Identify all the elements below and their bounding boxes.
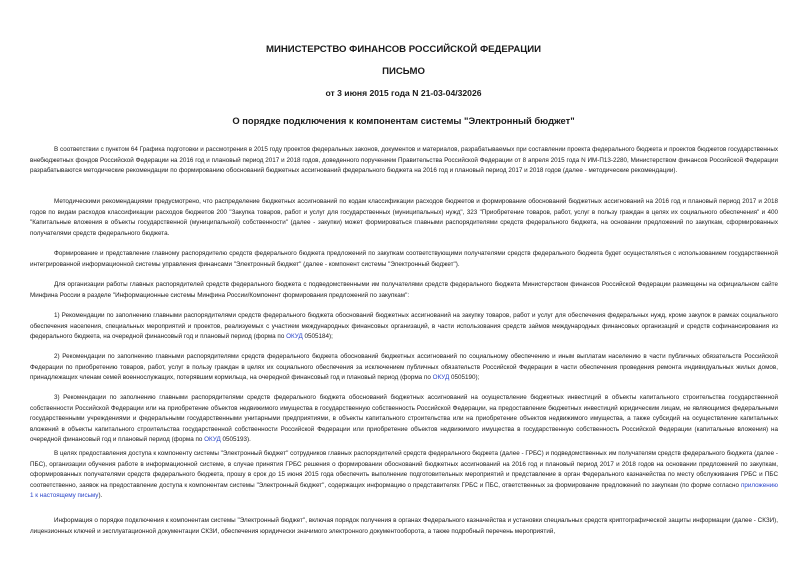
- appendix-1-link[interactable]: приложению 1 к настоящему письму: [30, 481, 778, 500]
- paragraph-1: В соответствии с пунктом 64 Графика подготовки и рассмотрения в 2015 году проектов федеральных законов, документов и материалов, разрабатываемых при составлении проекта федерального бюджета и проектов бюджетов государственных внебюджетных фондов Российской Федерации на 2016 год и плановый период 2017 и 2018 годов, доведенного поручением Правительства Российской Федерации от 8 апреля 2015 года N ИМ-П13-2280, Министерством финансов Российской Федерации разрабатываются методические рекомендации по формированию обоснований бюджетных ассигнований федерального бюджета на 2016 год и плановый период 2017 и 2018 годов (далее - методические рекомендации).: [30, 146, 778, 175]
- paragraph-6-tail: 0505190);: [449, 374, 480, 382]
- paragraph-6-text: 2) Рекомендации по заполнению главными распорядителями средств федерального бюджета обоснований бюджетных ассигнований по социальному обеспечению и иным выплатам населению в части публичных обязательств Российской Федерации по приобретению товаров, работ, услуг в пользу граждан в целях их социального обеспечения за исключением публичных обязательств Российской Федерации в части обеспечения проведения ремонта индивидуальных жилых домов, принадлежащих членам семей военнослужащих, потерявшим кормильца, на очередной финансовый год и плановый период (форма по: [30, 353, 778, 382]
- paragraph-5-tail: 0505184);: [302, 333, 333, 341]
- paragraph-4: Для организации работы главных распорядителей средств федерального бюджета с подведомственными им получателями средств федерального бюджета Министерством финансов Российской Федерации размещены на официальном сайте Минфина России в разделе "Информационные системы Минфина России/Компонент формирования предложений по закупкам":: [30, 281, 778, 299]
- okud-link-3[interactable]: ОКУД: [204, 436, 221, 444]
- ministry-heading: МИНИСТЕРСТВО ФИНАНСОВ РОССИЙСКОЙ ФЕДЕРАЦИИ: [265, 44, 542, 55]
- paragraph-5: [30, 311, 778, 343]
- okud-link-1[interactable]: ОКУД: [286, 333, 303, 341]
- paragraph-8: [30, 449, 778, 502]
- paragraph-7-tail: 0505193).: [220, 436, 251, 444]
- paragraph-6: [30, 352, 778, 384]
- paragraph-5-text: 1) Рекомендации по заполнению главными распорядителями средств федерального бюджета обоснований бюджетных ассигнований на закупку товаров, работ и услуг для обеспечения федеральных нужд, кроме закупок в рамках социального обеспечения населения, специальных мероприятий и проектов, реализуемых с участием международных финансовых организаций, в части использования средств займов международных финансовых организаций и средств софинансирования из федерального бюджета, на очередной финансовый год и плановый период (форма по: [30, 312, 778, 341]
- paragraph-8-tail: ).: [98, 492, 103, 500]
- paragraph-2: Методическими рекомендациями предусмотрено, что распределение бюджетных ассигнований по кодам классификации расходов бюджетов и формирование обоснований бюджетных ассигнований на 2016 год и плановый период 2017 и 2018 годов по видам расходов классификации расходов бюджетов 200 "Закупка товаров, работ и услуг для государственных (муниципальных) нужд", 323 "Приобретение товаров, работ, услуг в пользу граждан в целях их социального обеспечения" и 400 "Капитальные вложения в объекты государственной (муниципальной) собственности" (далее - закупки) может формироваться главными распорядителями средств федерального бюджета, на основании предложений по закупкам, сформированных получателями средств федерального бюджета.: [30, 198, 778, 237]
- subject-heading: О порядке подключения к компонентам системы "Электронный бюджет": [232, 115, 575, 126]
- paragraph-7-text: 3) Рекомендации по заполнению главными распорядителями средств федерального бюджета обоснований бюджетных ассигнований на осуществление бюджетных инвестиций в объекты капитального строительства государственной собственности Российской Федерации или на приобретение объектов недвижимого имущества в государственную собственность Российской Федерации, на предоставление бюджетных инвестиций юридическим лицам, не являющимся федеральными государственными учреждениями и федеральными государственными унитарными предприятиями, в объекты капитального строительства или на приобретение объектов недвижимого имущества, а также субсидий на осуществление капитальных вложений в объекты капитального строительства государственной собственности Российской Федерации или приобретение объектов недвижимого имущества в государственную собственность Российской Федерации (капитальные вложения) на очередной финансовый год и плановый период (форма по: [30, 394, 778, 444]
- paragraph-7: [30, 393, 778, 446]
- paragraph-8-text: В целях предоставления доступа к компоненту системы "Электронный бюджет" сотрудников главных распорядителей средств федерального бюджета (далее - ГРБС) и подведомственных им получателям средств федерального бюджета (далее - ПБС), организации обучения работе в информационной системе, в случае принятия ГРБС решения о формировании обоснований бюджетных ассигнований на 2016 год и плановый период 2017 и 2018 годов на основании предложений по закупкам, сформированных получателями средств федерального бюджета, прошу в срок до 15 июня 2015 года обеспечить выполнение подготовительных мероприятий и представление в орган Федерального казначейства по месту обслуживания ГРБС и ПБС соответственно, заявок на предоставление доступа к компонентам системы "Электронный бюджет", содержащих информацию о представителях ГРБС и ПБС, ответственных за формирование предложений по закупкам (по форме согласно: [30, 450, 778, 489]
- paragraph-9: Информация о порядке подключения к компонентам системы "Электронный бюджет", включая порядок получения в органах Федерального казначейства и установки специальных средств криптографической защиты информации (далее - СКЗИ), лицензионных ключей и эксплуатационной документации СКЗИ, обеспечения юридически значимого электронного документооборота, а также подробный перечень мероприятий,: [30, 517, 778, 535]
- document-type-heading: ПИСЬМО: [382, 66, 425, 77]
- date-number-heading: от 3 июня 2015 года N 21-03-04/32026: [325, 88, 482, 98]
- okud-link-2[interactable]: ОКУД: [432, 374, 450, 382]
- paragraph-3: Формирование и представление главному распорядителю средств федерального бюджета предложений по закупкам соответствующими получателями средств федерального бюджета будет осуществляться с использованием государственной интегрированной информационной системы управления финансами "Электронный бюджет" (далее - компонент системы "Электронный бюджет").: [30, 250, 778, 268]
